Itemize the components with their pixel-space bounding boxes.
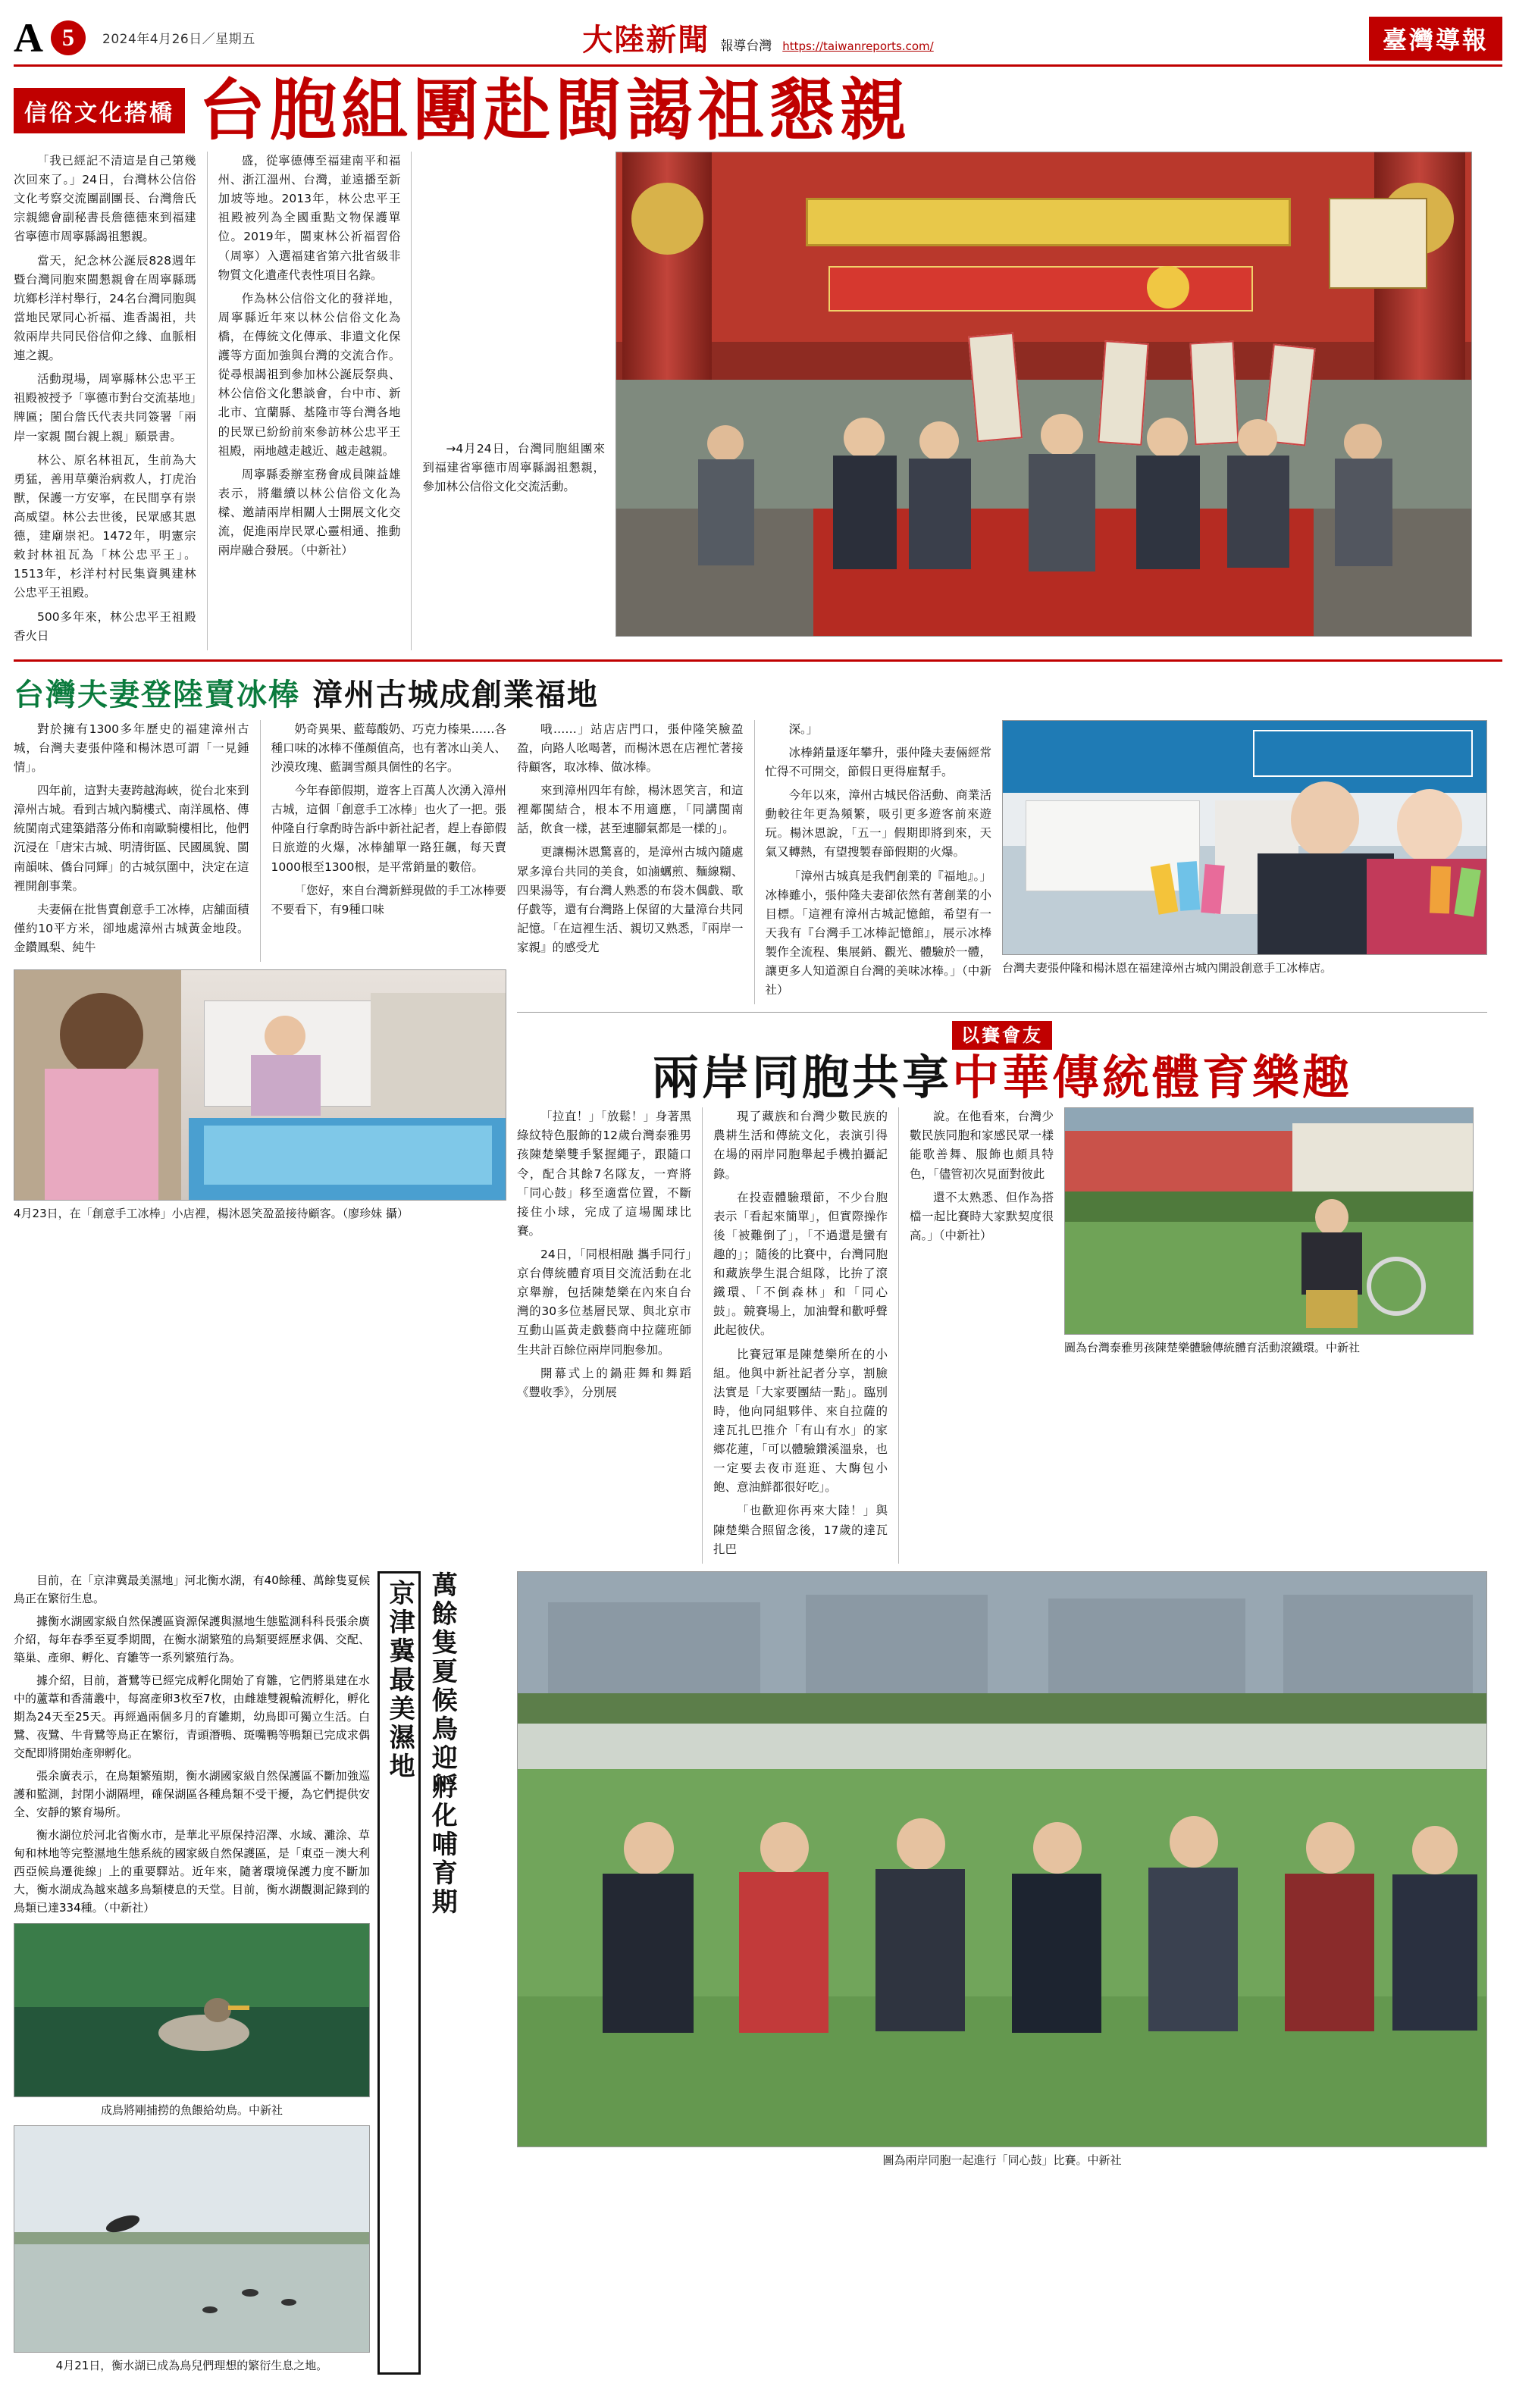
paragraph: 「漳州古城真是我們創業的『福地』。」冰棒雖小，張仲隆夫妻卻依然有著創業的小目標。「這裡有漳州古城記憶館，希望有一天我有『台灣手工冰棒記憶館』，展示冰棒製作全流程、集展銷、觀光、體驗於一體，讓更多人知道源自台灣的美味冰棒。」（中新社） [765, 869, 991, 997]
story3-bottom-photo-block [517, 1571, 1487, 2375]
masthead [14, 11, 1502, 67]
story1-col3 [422, 152, 605, 650]
story3-caption-bottom: 圖為兩岸同胞一起進行「同心鼓」比賽。中新社 [882, 2153, 1122, 2167]
paragraph: 今年以來，漳州古城民俗活動、商業活動較往年更為頻繁，吸引更多遊客前來遊玩。楊沐恩說，「五一」假期即將到來，天氣又轉熱，有望搜製春節假期的火爆。 [765, 788, 991, 860]
story2-col4 [766, 720, 992, 1005]
story4-block [14, 1571, 506, 2375]
story1-photo [615, 152, 1472, 637]
paragraph: 周寧縣委辦室務會成員陳益雄表示，將繼續以林公信俗文化為樑、邀請兩岸相關人士開展文化交流，促進兩岸民眾心靈相通、推動兩岸融合發展。（中新社） [218, 467, 401, 558]
paragraph: 今年春節假期，遊客上百萬人次湧入漳州古城，這個「創意手工冰棒」也火了一把。張仲隆自行拿酌時告訴中新社記者，趕上春節假日旅遊的火爆，冰棒舖單一路狂飆，每天賣1000根至1300根，是平常銷量的數倍。 [271, 784, 506, 874]
story2-headline-row [14, 671, 1502, 714]
paragraph: 衡水湖位於河北省衡水市，是華北平原保持沼澤、水域、灘涂、草甸和林地等完整濕地生態系統的國家級自然保護區，是「東亞－澳大利西亞候鳥遷徙線」上的重要驛站。近年來，隨著環境保護力度不斷加大，衡水湖成為越來越多鳥類棲息的天堂。目前，衡水湖觀測記錄到的鳥類已達334種。（中新社） [14, 1827, 370, 1915]
story3-photo-hoop [1064, 1107, 1474, 1335]
story3-headline [651, 1050, 1353, 1106]
story2-left [14, 720, 506, 1564]
bottom-area [14, 1571, 1502, 2375]
story4-caption-bird: 成鳥將剛捕撈的魚餵給幼鳥。中新社 [100, 2103, 283, 2117]
masthead-subtitle: 報導台灣 [720, 39, 772, 54]
paragraph: 冰棒銷量逐年攀升，張仲隆夫妻倆經常忙得不可開交，節假日更得雇幫手。 [765, 745, 991, 778]
story3-headline-black: 兩岸同胞共享 [651, 1050, 952, 1106]
paragraph: 「我已經記不清這是自己第幾次回來了。」24日，台灣林公信俗文化考察交流團副團長、台灣詹氏宗親總會副秘書長詹德德來到福建省寧德市周寧縣謁祖懇親。 [14, 154, 196, 244]
story1-headline: 台胞組團赴閩謁祖懇親 [199, 71, 912, 149]
paragraph: 說。在他看來，台灣少數民族同胞和家感民眾一樣能歌善舞、服飾也頗具特色，「儘管初次見面對彼此 [910, 1110, 1054, 1181]
paragraph: 張余廣表示，在鳥類繁殖期，衡水湖國家級自然保護區不斷加強巡護和監測，封閉小湖隔埋，確保湖區各種鳥類不受干擾，為它們提供安全、安靜的繁育場所。 [14, 1768, 370, 1819]
masthead-center [582, 16, 933, 59]
story1-headline-row [14, 71, 1502, 149]
photo-caption: →4月24日，台灣同胞組團來到福建省寧德市周寧縣謁祖懇親，參加林公信俗文化交流活動。 [422, 442, 606, 494]
mid-area [14, 720, 1502, 1564]
paragraph: 開幕式上的鍋莊舞和舞蹈《豐收季》，分別展 [517, 1366, 691, 1399]
story4-vertical-subhead: 萬餘隻夏候鳥迎孵化哺育期 [427, 1570, 458, 1917]
column-divider [207, 152, 208, 650]
story2-headline-black: 漳州古城成創業福地 [312, 677, 599, 712]
paragraph: 夫妻倆在批售賣創意手工冰棒，店舖面積僅約10平方米，卻地處漳州古城黃金地段。金鑽鳳梨、純牛 [14, 902, 249, 954]
story3-col3 [910, 1107, 1054, 1564]
story2-caption-left: 4月23日，在「創意手工冰棒」小店裡，楊沐恩笑盈盈接待顧客。（廖珍妹 攝） [14, 1207, 409, 1221]
story1-col2 [218, 152, 401, 650]
paragraph: 來到漳州四年有餘，楊沐恩笑言，和這裡鄰閩結合，根本不用適應，「同講閩南話，飲食一樣，甚至連腳氣都是一樣的」。 [517, 784, 744, 836]
story3-col2 [713, 1107, 888, 1564]
brand-logo: 臺灣導報 [1369, 17, 1502, 61]
section-divider [14, 659, 1502, 662]
column-divider [260, 720, 261, 962]
story3-headline-row [517, 1050, 1487, 1106]
publication-date: 2024年4月26日／星期五 [102, 32, 255, 47]
page-letter: A [14, 14, 43, 61]
page-number: 5 [51, 20, 86, 55]
column-divider [898, 1107, 899, 1564]
column-divider [702, 1107, 703, 1564]
paragraph: 現了藏族和台灣少數民族的農耕生活和傳統文化，表演引得在場的兩岸同胞舉起手機拍攝記錄。 [713, 1110, 888, 1181]
column-divider [411, 152, 412, 650]
section-title: 大陸新聞 [582, 23, 710, 58]
paragraph: 四年前，這對夫妻跨越海峽，從台北來到漳州古城。看到古城內騎樓式、南洋風格、傳統閩南式建築錯落分佈和南歐騎樓相比，他們沉浸在「唐宋古城、明清街區、民國風貌、閩南韻味、僑台同輝」的古城氛圍中，決定在這裡開創事業。 [14, 784, 249, 893]
paragraph: 作為林公信俗文化的發祥地，周寧縣近年來以林公信俗文化為橋，在傳統文化傳承、非遺文化保護等方面加強與台灣的交流合作。從尋根謁祖到參加林公誕辰祭典、林公信俗文化懇談會，台中市、新北市、宜蘭縣、基隆市等台灣各地的民眾已紛紛前來參訪林公忠平王祖殿，兩地越走越近、越走越親。 [218, 291, 401, 458]
story2-cols-right [517, 720, 1487, 1005]
story4-vertical-headline: 京津冀最美濕地 [377, 1571, 421, 2375]
story1-block [14, 152, 1502, 650]
paragraph: 林公、原名林祖瓦，生前為大勇猛，善用草藥治病救人，打虎治獸，保護一方安寧，在民間享有崇高威望。林公去世後，民眾感其恩德，建廟崇祀。1472年，明憲宗敕封林祖瓦為「林公忠平王」。1513年，杉洋村村民集資興建林公忠平王祖殿。 [14, 452, 196, 600]
paragraph: 「您好，來自台灣新鮮現做的手工冰棒要不要看下，有9種口味 [271, 883, 506, 916]
story3-col1 [517, 1107, 691, 1564]
story2-photo-couple [1002, 720, 1487, 955]
story3-photo-dance [517, 1571, 1487, 2147]
paragraph: 500多年來，林公忠平王祖殿香火日 [14, 609, 196, 643]
story3-headline-red: 中華傳統體育樂趣 [952, 1050, 1353, 1106]
paragraph: 奶奇異果、藍莓酸奶、巧克力榛果……各種口味的冰棒不僅顏值高，也有著冰山美人、沙漠玫瑰、藍調雪顏具個性的名字。 [271, 722, 506, 774]
story2-caption-right: 台灣夫妻張仲隆和楊沐恩在福建漳州古城內開設創意手工冰棒店。 [1002, 960, 1333, 975]
story4-caption-lake: 4月21日，衡水湖已成為鳥兒們理想的繁衍生息之地。 [55, 2359, 328, 2373]
story4-photo-lake [14, 2125, 370, 2353]
story1-text [14, 152, 605, 650]
story2-photo-shop [14, 969, 506, 1201]
story3-kicker: 以賽會友 [952, 1021, 1052, 1050]
paragraph: 據衡水湖國家級自然保護區資源保護與濕地生態監測科科長張余廣介紹，每年春季至夏季期間，在衡水湖繁殖的鳥類要經歷求偶、交配、築巢、產卵、孵化、育雛等一系列繁殖行為。 [14, 1614, 370, 1664]
masthead-url[interactable]: https://taiwanreports.com/ [782, 39, 934, 53]
story2-col3 [517, 720, 744, 1005]
story2-cols-left [14, 720, 506, 962]
story2-headline-green: 台灣夫妻登陸賣冰棒 [14, 677, 300, 712]
story4-photo-grebe [14, 1923, 370, 2097]
column-divider [754, 720, 755, 1005]
newspaper-page [0, 11, 1516, 2408]
paragraph: 「也歡迎你再來大陸！」與陳楚樂合照留念後，17歲的達瓦扎巴 [713, 1504, 888, 1556]
paragraph: 活動現場，周寧縣林公忠平王祖殿被授予「寧德市對台交流基地」牌匾；閩台詹氏代表共同簽署「兩岸一家親 閩台親上親」願景書。 [14, 372, 196, 443]
story1-kicker: 信俗文化搭橋 [14, 88, 185, 133]
mid-right [517, 720, 1487, 1564]
paragraph: 目前，在「京津冀最美濕地」河北衡水湖，有40餘種、萬餘隻夏候鳥正在繁衍生息。 [14, 1573, 370, 1605]
masthead-left [14, 14, 255, 61]
paragraph: 深。」 [788, 722, 819, 736]
story4-text [14, 1571, 370, 2375]
story2-col2 [271, 720, 507, 962]
story3-body [517, 1107, 1487, 1564]
paragraph: 哦……」站店店門口，張仲隆笑臉盈盈，向路人吆喝著，而楊沐恩在店裡忙著接待顧客，取冰棒、做冰棒。 [517, 722, 744, 774]
story2-col1 [14, 720, 249, 962]
paragraph: 盛，從寧德傳至福建南平和福州、浙江溫州、台灣，並遠播至新加坡等地。2013年，林公忠平王祖殿被列為全國重點文物保護單位。2019年，閩東林公祈福習俗（周寧）入選福建省第六批省級非物質文化遺產代表性項目名錄。 [218, 154, 401, 282]
paragraph: 比賽冠軍是陳楚樂所在的小組。他與中新社記者分享，割臉法實是「大家要團結一點」。臨別時，他向同組夥伴、來自拉薩的達瓦扎巴推介「有山有水」的家鄉花蓮，「可以體驗鑽溪溫泉，也一定要去夜市逛逛、大酶包小飽、意油鮮都很好吃」。 [713, 1347, 888, 1495]
paragraph: 在投壺體驗環節，不少台胞表示「看起來簡單」，但實際操作後「被難倒了」，「不過還是蠻有趣的」；隨後的比賽中，台灣同胞和藏族學生混合組隊，比拚了滾鐵環、「不倒森林」和「同心鼓」。競賽場上，加油聲和歡呼聲此起彼伏。 [713, 1190, 888, 1338]
story1-col1 [14, 152, 196, 650]
paragraph: 24日，「同根相融 攜手同行」京台傳統體育項目交流活動在北京舉辦，包括陳楚樂在內來自台灣的30多位基層民眾、與北京市互動山區黃走戲藝商中拉薩班師生共計百餘位兩岸同胞參加。 [517, 1248, 691, 1357]
section-divider [517, 1012, 1487, 1013]
paragraph: 對於擁有1300多年歷史的福建漳州古城，台灣夫妻張仲隆和楊沐恩可謂「一見鍾情」。 [14, 722, 249, 774]
paragraph: 據介紹，目前，蒼鷺等已經完成孵化開始了育雛，它們將巢建在水中的蘆葦和香蒲叢中，每窩產卵3枚至7枚，由雌雄雙親輪流孵化，孵化期為24天至25天。再經過兩個多月的育雛期，幼鳥即可獨立生活。白鷺、夜鷺、牛背鷺等鳥正在繁衍，青頭潛鴨、斑嘴鴨等鴨類已完成求偶交配即將開始產卵孵化。 [14, 1673, 370, 1760]
story3-caption-right: 圖為台灣泰雅男孩陳楚樂體驗傳統體育活動滾鐵環。中新社 [1064, 1341, 1361, 1355]
paragraph: 當天，紀念林公誕辰828週年暨台灣同胞來閩懇親會在周寧縣瑪坑鄉杉洋村舉行，24名台灣同胞與當地民眾同心祈福、進香謁祖，共敘兩岸共同民俗信仰之緣、血脈相連之親。 [14, 253, 196, 363]
paragraph: 「拉直！」「放鬆！」身著黑綠紋特色服飾的12歲台灣泰雅男孩陳楚樂雙手緊握繩子，跟隨口令，配合其餘7名隊友，一齊將「同心鼓」移至適當位置，不斷接住小球，完成了這場闖球比賽。 [517, 1110, 691, 1238]
paragraph: 更讓楊沐恩驚喜的，是漳州古城內隨處眾多漳台共同的美食，如滷蠣煎、麵線糊、四果湯等，有台灣人熟悉的布袋木偶戲、歌仔戲等，還有台灣路上保留的大量漳台共同記憶。「在這裡生活、親切又熟悉，『兩岸一家親』的感受尤 [517, 845, 744, 954]
paragraph: 還不太熟悉、但作為搭檔一起比賽時大家默契度很高。」（中新社） [910, 1190, 1054, 1242]
